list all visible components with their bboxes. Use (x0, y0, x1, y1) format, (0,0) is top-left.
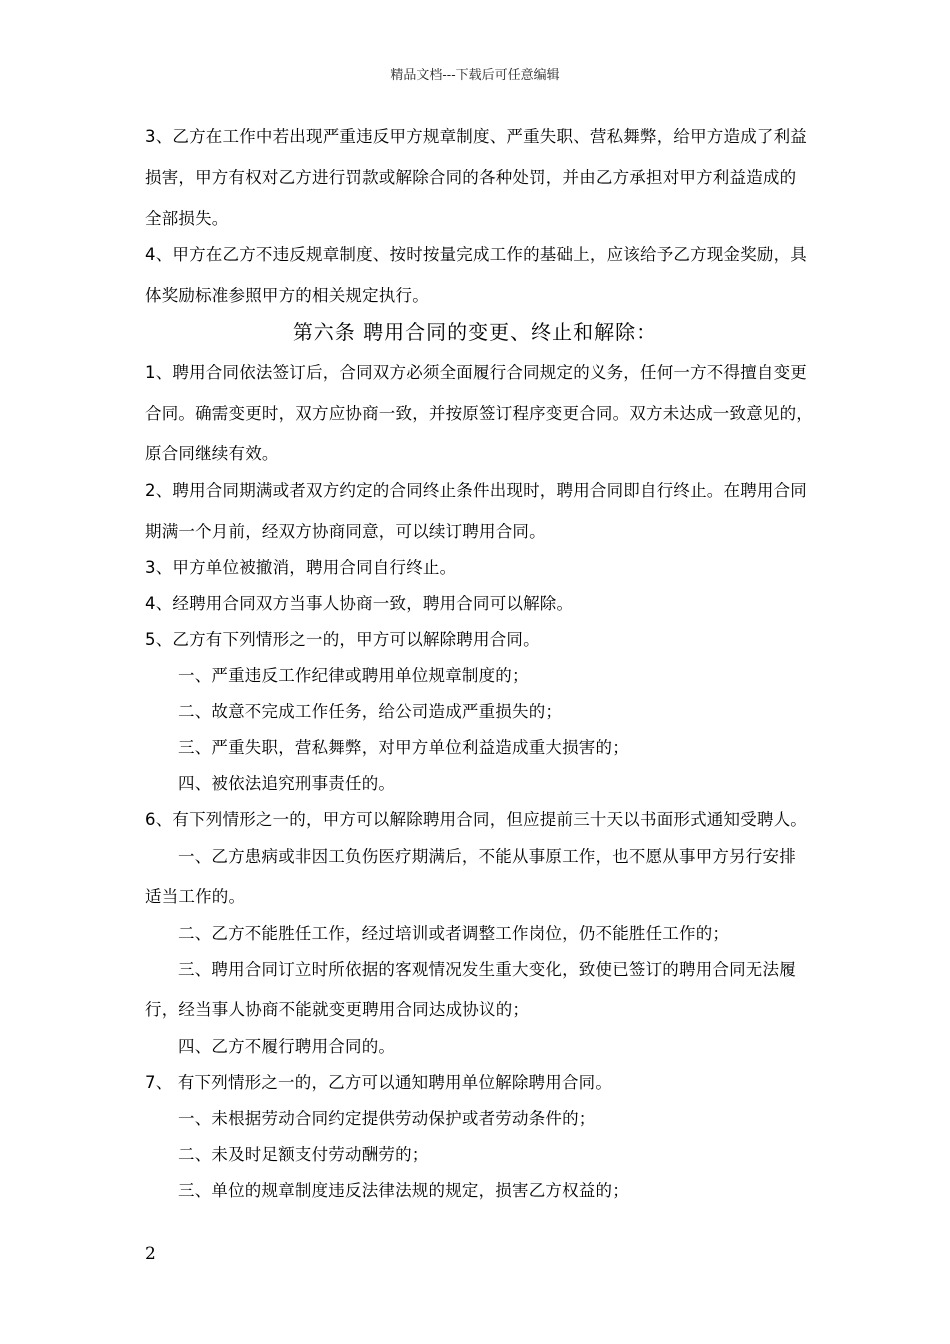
paragraph-line: 3、乙方在工作中若出现严重违反甲方规章制度、严重失职、营私舞弊，给甲方造成了利益 (145, 127, 807, 146)
paragraph-line: 6、有下列情形之一的，甲方可以解除聘用合同，但应提前三十天以书面形式通知受聘人。 (145, 810, 807, 829)
page-header: 精品文档---下载后可任意编辑 (390, 68, 560, 83)
list-item: 三、单位的规章制度违反法律法规的规定，损害乙方权益的； (178, 1181, 629, 1200)
list-item: 四、乙方不履行聘用合同的。 (178, 1037, 396, 1056)
list-item: 一、乙方患病或非因工负伤医疗期满后，不能从事原工作，也不愿从事甲方另行安排 (178, 847, 796, 866)
list-item: 一、严重违反工作纪律或聘用单位规章制度的； (178, 666, 529, 685)
paragraph-line: 3、甲方单位被撤消，聘用合同自行终止。 (145, 558, 457, 577)
paragraph-line: 体奖励标准参照甲方的相关规定执行。 (145, 286, 429, 305)
paragraph-line: 损害，甲方有权对乙方进行罚款或解除合同的各种处罚，并由乙方承担对甲方利益造成的 (145, 168, 797, 187)
list-item: 二、未及时足额支付劳动酬劳的； (178, 1145, 429, 1164)
list-item: 三、聘用合同订立时所依据的客观情况发生重大变化，致使已签订的聘用合同无法履 (178, 960, 796, 979)
paragraph-line: 4、甲方在乙方不违反规章制度、按时按量完成工作的基础上，应该给予乙方现金奖励，具 (145, 245, 807, 264)
paragraph-line: 期满一个月前，经双方协商同意，可以续订聘用合同。 (145, 522, 546, 541)
paragraph-line: 7、 有下列情形之一的，乙方可以通知聘用单位解除聘用合同。 (145, 1073, 613, 1092)
paragraph-line: 5、乙方有下列情形之一的，甲方可以解除聘用合同。 (145, 630, 540, 649)
paragraph-line: 2、聘用合同期满或者双方约定的合同终止条件出现时，聘用合同即自行终止。在聘用合同 (145, 481, 807, 500)
paragraph-line: 1、聘用合同依法签订后，合同双方必须全面履行合同规定的义务，任何一方不得擅自变更 (145, 363, 807, 382)
paragraph-line: 行，经当事人协商不能就变更聘用合同达成协议的； (145, 1000, 530, 1019)
section-title: 第六条 聘用合同的变更、终止和解除： (292, 320, 658, 344)
paragraph-line: 原合同继续有效。 (145, 444, 279, 463)
paragraph-line: 4、经聘用合同双方当事人协商一致，聘用合同可以解除。 (145, 594, 574, 613)
list-item: 一、未根据劳动合同约定提供劳动保护或者劳动条件的； (178, 1109, 596, 1128)
paragraph-line: 合同。确需变更时，双方应协商一致，并按原签订程序变更合同。双方未达成一致意见的， (145, 404, 813, 423)
list-item: 四、被依法追究刑事责任的。 (178, 774, 396, 793)
list-item: 二、乙方不能胜任工作，经过培训或者调整工作岗位，仍不能胜任工作的； (178, 924, 730, 943)
paragraph-line: 适当工作的。 (145, 887, 246, 906)
paragraph-line: 全部损失。 (145, 209, 229, 228)
list-item: 三、严重失职，营私舞弊，对甲方单位利益造成重大损害的； (178, 738, 629, 757)
list-item: 二、故意不完成工作任务，给公司造成严重损失的； (178, 702, 563, 721)
page-number: 2 (145, 1244, 156, 1264)
